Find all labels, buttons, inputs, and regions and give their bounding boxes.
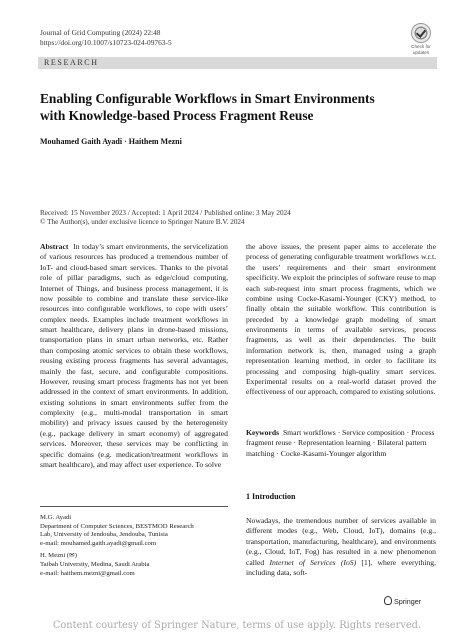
publisher-logo [384, 596, 421, 606]
title-line-2: with Knowledge-based Process Fragment Reuse [40, 107, 314, 123]
paper-title [40, 91, 430, 124]
abstract-column-right [246, 242, 436, 398]
affiliations [40, 514, 194, 578]
introduction-text [246, 516, 436, 578]
introduction-heading: 1 Introduction [246, 492, 296, 501]
journal-header [40, 28, 172, 47]
copyright-line: © The Author(s), under exclusive licence to Springer Nature B.V. 2024 [40, 218, 245, 227]
affiliation-mezni-email[interactable]: e-mail: haithem.mezni@gmail.com [40, 569, 135, 577]
publisher-name: Springer [394, 597, 422, 606]
abstract-column-left [40, 242, 228, 470]
affiliation-ayadi-email[interactable]: e-mail: mouhamed.gaith.ayadi@gmail.com [40, 539, 157, 547]
springer-horse-icon [384, 596, 392, 605]
affiliation-mezni-name: H. Mezni (✉) [40, 552, 77, 560]
article-dates [40, 209, 291, 227]
affiliation-ayadi-lab: Lab, University of Jendouba, Jendouba, Tunisia [40, 531, 168, 539]
intro-text-before: Nowadays, the tremendous number of services available in different modes (e.g., Web, Cloud, IoT), domains (e.g., transportation, manufacturing, healthcare), and environments (e.g., Cloud, IoT, Fog) has resulted in a new phenomenon called [246, 516, 436, 567]
keywords-block [246, 428, 436, 459]
affiliation-ayadi-name: M.G. Ayadi [40, 514, 72, 521]
abstract-text-first: In today’s smart environments, the servicelization of various resources has produced a tremendous number of IoT- and cloud-based smart services. Thanks to the pivotal role of pillar paradigms, such as edge/cloud computing, Internet of Things, and business process management, it is now possible to combine and translate these service-like resources into configurable workflows, to cope with users’ complex needs. Examples include treatment workflows in smart healthcare, delivery plans in drone-based missions, transportation plans in smart urban networks, etc. Rather than composing atomic services to obtain these workflows, reusing existing process fragments has several advantages, mainly the fast, secure, and configurable compositions. However, reusing smart process fragments has not yet been addressed in the context of smart environments. In addition, existing solutions in smart environments suffer from the complexity (e.g., multi-modal transportation in smart mobility) and privacy issues caused by the heterogeneity (e.g., package delivery in smart economy) of aggregated services. Moreover, these services may be conflicting in specific domains (e.g. medication/treatment workflows in smart healthcare), and may affect user experience. To solve [40, 242, 228, 469]
check-label-line1: Check for [411, 44, 431, 49]
abstract-heading: Abstract [40, 242, 69, 251]
affiliation-ayadi-dept: Department of Computer Sciences, BESTMOD Research [40, 522, 194, 530]
doi-link[interactable]: https://doi.org/10.1007/s10723-024-09763-5 [40, 37, 172, 47]
keywords-text: Smart workflows · Service composition · Process fragment reuse · Representation learning · Bilateral pattern matching · Cocke-Kasami-Younger algorithm [246, 428, 435, 458]
check-label-line2: updates [412, 50, 430, 55]
intro-text-after: [1], where everything, including data, soft- [246, 557, 436, 577]
courtesy-watermark: Content courtesy of Springer Nature, terms of use apply. Rights reserved. [52, 620, 422, 631]
section-label: RESEARCH [44, 58, 99, 67]
journal-citation: Journal of Grid Computing (2024) 22:48 [40, 28, 161, 37]
history-dates: Received: 15 November 2023 / Accepted: 1 April 2024 / Published online: 3 May 2024 [40, 209, 291, 217]
title-line-1: Enabling Configurable Workflows in Smart Environments [40, 91, 375, 106]
footnote-rule [40, 506, 228, 507]
affiliation-mezni-univ: Taibah University, Medina, Saudi Arabia [40, 560, 150, 568]
author-list: Mouhamed Gaith Ayadi · Haithem Mezni [40, 137, 182, 146]
keywords-heading: Keywords [246, 428, 280, 437]
check-badge-icon [411, 23, 431, 43]
check-for-updates-button[interactable] [406, 23, 436, 55]
abstract-text-second: the above issues, the present paper aims to accelerate the process of generating configurable treatment workflows w.r.t. the users’ requirements and their smart environment specificity. We exploit the principles of software reuse to map each sub-request into smart process fragments, which we combine using Cocke-Kasami-Younger (CKY) method, to finally obtain the suitable workflow. This contribution is preceded by a knowledge graph modeling of smart environments in terms of available services, process fragments, as well as their dependencies. The built information network is, then, managed using a graph representation learning method, in order to facilitate its processing and composing high-quality smart services. Experimental results on a real-world dataset proved the effectiveness of our approach, compared to existing solutions. [246, 242, 436, 397]
intro-term-ios: Internet of Services (IoS) [269, 557, 357, 567]
